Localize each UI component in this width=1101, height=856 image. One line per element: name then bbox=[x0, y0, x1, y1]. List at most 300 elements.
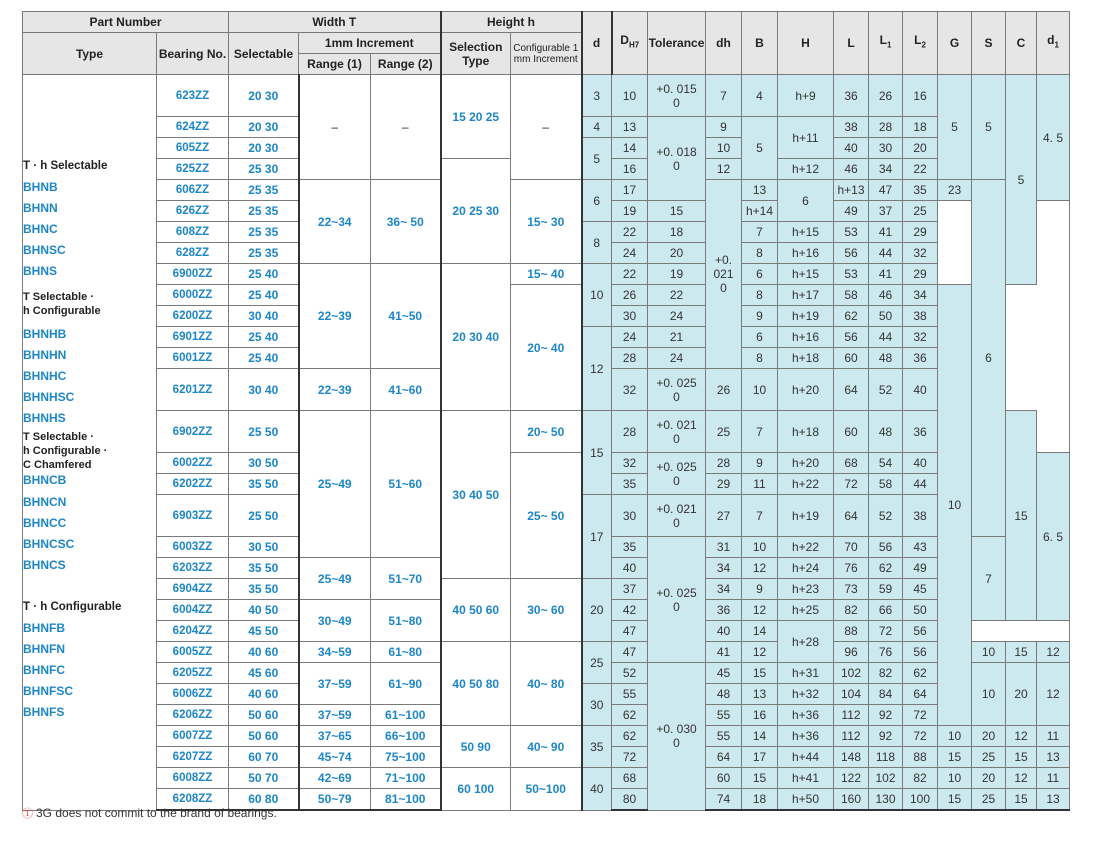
dim-g: 10 bbox=[938, 726, 972, 747]
dim-D: 62 bbox=[612, 726, 648, 747]
header-configurable: Configurable 1 mm Increment bbox=[511, 33, 582, 75]
dim-d1: 11 bbox=[1037, 726, 1070, 747]
dim-l2: 22 bbox=[903, 159, 938, 180]
dim-dh: 27 bbox=[706, 495, 742, 537]
dim-l: 160 bbox=[834, 789, 869, 811]
height-selection-type: 30 40 50 bbox=[441, 411, 511, 579]
dim-d: 17 bbox=[582, 495, 612, 579]
header-h: H bbox=[778, 12, 834, 75]
dim-b: 7 bbox=[742, 222, 778, 243]
dim-b: 4 bbox=[742, 75, 778, 117]
bearing-no: 6004ZZ bbox=[157, 600, 229, 621]
dim-D: 55 bbox=[612, 684, 648, 705]
type-bhnc: BHNC bbox=[23, 222, 58, 236]
dim-c: 10 bbox=[938, 285, 972, 726]
dim-dh: 29 bbox=[706, 474, 742, 495]
width-selectable: 50 60 bbox=[229, 726, 299, 747]
bearing-no: 625ZZ bbox=[157, 159, 229, 180]
dim-D: 62 bbox=[612, 705, 648, 726]
dim-l1: 118 bbox=[869, 747, 903, 768]
dim-l1: 84 bbox=[869, 684, 903, 705]
header-d1: $d_1$ bbox=[1037, 12, 1070, 75]
dim-l2: 50 bbox=[903, 600, 938, 621]
header-part-number: Part Number bbox=[23, 12, 229, 33]
width-range-1: 30~49 bbox=[299, 600, 371, 642]
type-bhns: BHNS bbox=[23, 264, 58, 278]
dim-h: h+31 bbox=[778, 663, 834, 684]
footnote bbox=[22, 805, 277, 821]
header-dh7: $D_{H7}$ bbox=[612, 12, 648, 75]
width-selectable: 45 60 bbox=[229, 663, 299, 684]
bearing-no: 6208ZZ bbox=[157, 789, 229, 811]
type-bhncs: BHNCS bbox=[23, 558, 66, 572]
dim-dh: 31 bbox=[706, 537, 742, 558]
type-bhnfsc: BHNFSC bbox=[23, 684, 73, 698]
bearing-no: 6002ZZ bbox=[157, 453, 229, 474]
dim-l: 148 bbox=[834, 747, 869, 768]
dim-l: 68 bbox=[834, 453, 869, 474]
spec-table-wrapper bbox=[22, 11, 1070, 811]
width-selectable: 60 70 bbox=[229, 747, 299, 768]
dim-l2: 29 bbox=[903, 222, 938, 243]
height-configurable: 40~ 90 bbox=[511, 726, 582, 768]
dim-D: 28 bbox=[612, 411, 648, 453]
width-range-1: 22~39 bbox=[299, 369, 371, 411]
dim-b: 9 bbox=[742, 579, 778, 600]
dim-D: 30 bbox=[612, 306, 648, 327]
dim-b: 12 bbox=[742, 600, 778, 621]
dim-dh: 48 bbox=[706, 684, 742, 705]
dim-l1: 59 bbox=[869, 579, 903, 600]
dim-h: h+50 bbox=[778, 789, 834, 811]
type-bhnsc: BHNSC bbox=[23, 243, 66, 257]
bearing-no: 6006ZZ bbox=[157, 684, 229, 705]
dim-l2: 100 bbox=[903, 789, 938, 811]
type-group-t-h-selectable: T · h Selectable bbox=[23, 160, 108, 172]
dim-tolerance: +0. 021 0 bbox=[648, 495, 706, 537]
dim-D: 47 bbox=[612, 642, 648, 663]
header-range-2: Range (2) bbox=[371, 54, 441, 75]
dim-h: h+17 bbox=[778, 285, 834, 306]
width-range-1: 25~49 bbox=[299, 558, 371, 600]
width-range-1: 37~59 bbox=[299, 705, 371, 726]
dim-l2: 56 bbox=[903, 621, 938, 642]
dim-l1: 82 bbox=[869, 663, 903, 684]
type-bhnfn: BHNFN bbox=[23, 642, 65, 656]
dim-D: 52 bbox=[612, 663, 648, 684]
dim-b: 7 bbox=[742, 411, 778, 453]
type-column bbox=[23, 75, 157, 811]
bearing-no: 6003ZZ bbox=[157, 537, 229, 558]
dim-d1: 13 bbox=[1037, 747, 1070, 768]
bearing-no: 628ZZ bbox=[157, 243, 229, 264]
dim-D: 26 bbox=[612, 285, 648, 306]
dim-l: 58 bbox=[834, 285, 869, 306]
width-selectable: 25 40 bbox=[229, 264, 299, 285]
bearing-no: 6005ZZ bbox=[157, 642, 229, 663]
dim-b: 9 bbox=[742, 453, 778, 474]
dim-g: 7 bbox=[972, 537, 1006, 621]
type-bhnn: BHNN bbox=[23, 201, 58, 215]
dim-l: 56 bbox=[834, 243, 869, 264]
dim-s: 15 bbox=[1006, 411, 1037, 621]
dim-l2: 82 bbox=[903, 768, 938, 789]
height-configurable: 50~100 bbox=[511, 768, 582, 811]
dim-b: 18 bbox=[742, 789, 778, 811]
dim-h: h+12 bbox=[778, 159, 834, 180]
dim-l1: 72 bbox=[869, 621, 903, 642]
dim-l: 76 bbox=[834, 558, 869, 579]
dim-b: 15 bbox=[742, 768, 778, 789]
bearing-no: 624ZZ bbox=[157, 117, 229, 138]
dim-dh: 34 bbox=[706, 579, 742, 600]
dim-l2: 20 bbox=[903, 138, 938, 159]
dim-l2: 29 bbox=[903, 264, 938, 285]
width-selectable: 20 30 bbox=[229, 75, 299, 117]
dim-s: 20 bbox=[1006, 663, 1037, 726]
dim-dh: 15 bbox=[648, 201, 706, 222]
dim-l1: 50 bbox=[869, 306, 903, 327]
dim-l1: 35 bbox=[903, 180, 938, 201]
dim-h: h+36 bbox=[778, 726, 834, 747]
dim-s: 25 bbox=[972, 789, 1006, 811]
header-l1: $L_1$ bbox=[869, 12, 903, 75]
dim-l1: 48 bbox=[869, 348, 903, 369]
dim-l: 122 bbox=[834, 768, 869, 789]
dim-b: 15 bbox=[742, 663, 778, 684]
dim-dh: 19 bbox=[648, 264, 706, 285]
dim-c: 12 bbox=[1037, 642, 1070, 663]
type-bhncsc: BHNCSC bbox=[23, 537, 75, 551]
dim-h: h+19 bbox=[778, 495, 834, 537]
bearing-no: 6901ZZ bbox=[157, 327, 229, 348]
dim-dh: 28 bbox=[706, 453, 742, 474]
width-range-2: 36~ 50 bbox=[371, 180, 441, 264]
dim-h: h+19 bbox=[778, 306, 834, 327]
dim-dh: 25 bbox=[706, 411, 742, 453]
type-group-t-h-configurable: T · h Configurable bbox=[23, 601, 122, 613]
width-selectable: 50 70 bbox=[229, 768, 299, 789]
dim-l1: 52 bbox=[869, 369, 903, 411]
width-selectable: 60 80 bbox=[229, 789, 299, 811]
dim-c: 12 bbox=[1037, 663, 1070, 726]
dim-d: 25 bbox=[582, 642, 612, 684]
dim-l2: 72 bbox=[903, 705, 938, 726]
dim-l1: 37 bbox=[869, 201, 903, 222]
bearing-no: 6902ZZ bbox=[157, 411, 229, 453]
header-d: d bbox=[582, 12, 612, 75]
dim-dh: 36 bbox=[706, 600, 742, 621]
dim-b: 11 bbox=[742, 474, 778, 495]
dim-h: h+18 bbox=[778, 348, 834, 369]
dim-d: 30 bbox=[582, 684, 612, 726]
dim-dh: 40 bbox=[706, 621, 742, 642]
height-configurable: 20~ 50 bbox=[511, 411, 582, 453]
dim-tolerance: +0. 025 0 bbox=[648, 369, 706, 411]
width-range-1: 34~59 bbox=[299, 642, 371, 663]
dim-l2: 44 bbox=[903, 474, 938, 495]
width-range-2: 51~80 bbox=[371, 600, 441, 642]
type-group-t-sel-h-conf-1: T Selectable · bbox=[23, 291, 94, 303]
type-bhnfs: BHNFS bbox=[23, 705, 65, 719]
dim-s: 20 bbox=[972, 726, 1006, 747]
header-bearing-no: Bearing No. bbox=[157, 33, 229, 75]
header-l: L bbox=[834, 12, 869, 75]
dim-l: 62 bbox=[834, 306, 869, 327]
dim-D: 13 bbox=[612, 117, 648, 138]
dim-l1: 48 bbox=[869, 411, 903, 453]
dim-l2: 34 bbox=[903, 285, 938, 306]
width-selectable: 20 30 bbox=[229, 138, 299, 159]
height-selection-type: 20 30 40 bbox=[441, 264, 511, 411]
dim-l1: 44 bbox=[869, 243, 903, 264]
dim-l1: 54 bbox=[869, 453, 903, 474]
dim-c: 15 bbox=[1006, 789, 1037, 811]
type-bhnfb: BHNFB bbox=[23, 621, 65, 635]
type-group-t-c-1: T Selectable · bbox=[23, 431, 94, 443]
dim-d1: 6. 5 bbox=[1037, 453, 1070, 621]
width-selectable: 25 40 bbox=[229, 348, 299, 369]
width-selectable: 30 40 bbox=[229, 369, 299, 411]
dim-tolerance: +0. 025 0 bbox=[648, 453, 706, 495]
dim-b: 16 bbox=[742, 705, 778, 726]
width-range-2: 61~80 bbox=[371, 642, 441, 663]
dim-dh: 12 bbox=[706, 159, 742, 180]
footnote-text: 3G does not commit to the brand of bearings. bbox=[36, 806, 277, 820]
dim-D: 35 bbox=[612, 537, 648, 558]
width-range-1: 42~69 bbox=[299, 768, 371, 789]
width-range-1: 50~79 bbox=[299, 789, 371, 811]
dim-s: 5 bbox=[972, 75, 1006, 180]
dim-h: h+14 bbox=[742, 201, 778, 222]
dim-l: 112 bbox=[834, 726, 869, 747]
dim-l: 82 bbox=[834, 600, 869, 621]
dim-dh: 55 bbox=[706, 726, 742, 747]
dim-b: 12 bbox=[742, 642, 778, 663]
dim-l: 96 bbox=[834, 642, 869, 663]
width-selectable: 25 40 bbox=[229, 327, 299, 348]
header-selectable: Selectable bbox=[229, 33, 299, 75]
header-l2: $L_2$ bbox=[903, 12, 938, 75]
width-selectable: 25 35 bbox=[229, 180, 299, 201]
dim-l: 64 bbox=[834, 369, 869, 411]
dim-l1: 76 bbox=[869, 642, 903, 663]
dim-l2: 38 bbox=[903, 306, 938, 327]
dim-l: 73 bbox=[834, 579, 869, 600]
header-s: S bbox=[972, 12, 1006, 75]
dim-l2: 45 bbox=[903, 579, 938, 600]
bearing-no: 6904ZZ bbox=[157, 579, 229, 600]
dim-s: 20 bbox=[972, 768, 1006, 789]
dim-dh: 24 bbox=[648, 348, 706, 369]
dim-D: 30 bbox=[612, 495, 648, 537]
dim-dh: 45 bbox=[706, 663, 742, 684]
dim-h: h+22 bbox=[778, 474, 834, 495]
height-selection-type: 60 100 bbox=[441, 768, 511, 811]
dim-h: h+41 bbox=[778, 768, 834, 789]
bearing-no: 606ZZ bbox=[157, 180, 229, 201]
dim-h: h+20 bbox=[778, 369, 834, 411]
width-selectable: 35 50 bbox=[229, 558, 299, 579]
width-range-2: 75~100 bbox=[371, 747, 441, 768]
type-bhnhs: BHNHS bbox=[23, 411, 66, 425]
dim-l2: 88 bbox=[903, 747, 938, 768]
dim-l1: 130 bbox=[869, 789, 903, 811]
dim-D: 68 bbox=[612, 768, 648, 789]
bearing-no: 6903ZZ bbox=[157, 495, 229, 537]
dim-D: 37 bbox=[612, 579, 648, 600]
type-bhnfc: BHNFC bbox=[23, 663, 65, 677]
dim-D: 17 bbox=[612, 180, 648, 201]
width-selectable: 25 50 bbox=[229, 495, 299, 537]
bearing-no: 6200ZZ bbox=[157, 306, 229, 327]
height-configurable: 15~ 30 bbox=[511, 180, 582, 264]
bearing-no: 6204ZZ bbox=[157, 621, 229, 642]
bearing-no: 6203ZZ bbox=[157, 558, 229, 579]
dim-l2: 62 bbox=[903, 663, 938, 684]
width-selectable: 30 50 bbox=[229, 453, 299, 474]
dim-c: 12 bbox=[1006, 726, 1037, 747]
dim-tolerance: +0. 018 0 bbox=[648, 117, 706, 201]
dim-l2: 43 bbox=[903, 537, 938, 558]
bearing-no: 6202ZZ bbox=[157, 474, 229, 495]
dim-l: 53 bbox=[834, 222, 869, 243]
dim-l1: 56 bbox=[869, 537, 903, 558]
header-dh: dh bbox=[706, 12, 742, 75]
dim-b: 8 bbox=[742, 285, 778, 306]
dim-l2: 36 bbox=[903, 411, 938, 453]
dim-l1: 30 bbox=[869, 138, 903, 159]
dim-b: 17 bbox=[742, 747, 778, 768]
dim-d: 12 bbox=[582, 327, 612, 411]
height-configurable: 20~ 40 bbox=[511, 285, 582, 411]
dim-D: 22 bbox=[612, 222, 648, 243]
width-selectable: 40 60 bbox=[229, 684, 299, 705]
dim-D: 47 bbox=[612, 621, 648, 642]
header-c: C bbox=[1006, 12, 1037, 75]
dim-g: 10 bbox=[938, 768, 972, 789]
dim-l2: 32 bbox=[903, 243, 938, 264]
dim-b: 10 bbox=[742, 537, 778, 558]
header-height-h: Height h bbox=[441, 12, 582, 33]
type-bhnhsc: BHNHSC bbox=[23, 390, 75, 404]
header-type: Type bbox=[23, 33, 157, 75]
width-range-1: 45~74 bbox=[299, 747, 371, 768]
dim-h: h+32 bbox=[778, 684, 834, 705]
dim-l2: 49 bbox=[903, 558, 938, 579]
dim-l: 53 bbox=[834, 264, 869, 285]
width-range-2: 61~90 bbox=[371, 663, 441, 705]
dim-h: h+13 bbox=[834, 180, 869, 201]
dim-l: 104 bbox=[834, 684, 869, 705]
dim-s: 15 bbox=[1006, 642, 1037, 663]
dim-dh: 24 bbox=[648, 306, 706, 327]
dim-l1: 28 bbox=[869, 117, 903, 138]
type-group-t-sel-h-conf-2: h Configurable bbox=[23, 305, 101, 317]
dim-l2: 36 bbox=[903, 348, 938, 369]
type-group-t-c-2: h Configurable · bbox=[23, 445, 108, 457]
dim-d: 3 bbox=[582, 75, 612, 117]
dim-l1: 66 bbox=[869, 600, 903, 621]
width-range-1: 37~65 bbox=[299, 726, 371, 747]
dim-tolerance: +0. 030 0 bbox=[648, 663, 706, 811]
header-width-t: Width T bbox=[229, 12, 441, 33]
dim-d: 8 bbox=[582, 222, 612, 264]
dim-h: h+16 bbox=[778, 327, 834, 348]
dim-g: 5 bbox=[938, 75, 972, 180]
dim-l2: 23 bbox=[938, 180, 972, 201]
dim-D: 32 bbox=[612, 369, 648, 411]
dim-D: 72 bbox=[612, 747, 648, 768]
height-configurable: 30~ 60 bbox=[511, 579, 582, 642]
header-selection-type: Selection Type bbox=[441, 33, 511, 75]
dim-h: h+16 bbox=[778, 243, 834, 264]
dim-dh: 64 bbox=[706, 747, 742, 768]
bearing-no: 6001ZZ bbox=[157, 348, 229, 369]
dim-h: h+15 bbox=[778, 264, 834, 285]
dim-l1: 62 bbox=[869, 558, 903, 579]
dim-l1: 26 bbox=[869, 75, 903, 117]
dim-dh: 60 bbox=[706, 768, 742, 789]
dim-dh: 26 bbox=[706, 369, 742, 411]
width-range-2: 66~100 bbox=[371, 726, 441, 747]
dim-l2: 64 bbox=[903, 684, 938, 705]
type-bhncn: BHNCN bbox=[23, 495, 67, 509]
dim-l1: 34 bbox=[869, 159, 903, 180]
dim-b: 9 bbox=[742, 306, 778, 327]
bearing-no: 623ZZ bbox=[157, 75, 229, 117]
dim-h: h+23 bbox=[778, 579, 834, 600]
dim-D: 28 bbox=[612, 348, 648, 369]
width-selectable: 35 50 bbox=[229, 579, 299, 600]
dim-D: 40 bbox=[612, 558, 648, 579]
width-selectable: 25 35 bbox=[229, 222, 299, 243]
dim-dh: 18 bbox=[648, 222, 706, 243]
dim-d: 20 bbox=[582, 579, 612, 642]
bearing-no: 605ZZ bbox=[157, 138, 229, 159]
dim-tolerance: +0. 025 0 bbox=[648, 537, 706, 663]
dim-d: 35 bbox=[582, 726, 612, 768]
dim-b: 5 bbox=[742, 117, 778, 180]
dim-l: 112 bbox=[834, 705, 869, 726]
width-range-2: 51~70 bbox=[371, 558, 441, 600]
width-range-2: 41~50 bbox=[371, 264, 441, 369]
dim-l2: 25 bbox=[903, 201, 938, 222]
bearing-no: 6008ZZ bbox=[157, 768, 229, 789]
dim-h: h+20 bbox=[778, 453, 834, 474]
bearing-no: 6201ZZ bbox=[157, 369, 229, 411]
type-bhncc: BHNCC bbox=[23, 516, 67, 530]
dim-dh: 22 bbox=[648, 285, 706, 306]
width-selectable: 45 50 bbox=[229, 621, 299, 642]
dim-D: 10 bbox=[612, 75, 648, 117]
dim-l1: 92 bbox=[869, 705, 903, 726]
bearing-no: 6205ZZ bbox=[157, 663, 229, 684]
dim-d: 6 bbox=[582, 180, 612, 222]
type-bhnhb: BHNHB bbox=[23, 327, 67, 341]
header-tolerance: Tolerance bbox=[648, 12, 706, 75]
dim-D: 24 bbox=[612, 327, 648, 348]
dim-h: h+24 bbox=[778, 558, 834, 579]
dim-dh: 20 bbox=[648, 243, 706, 264]
dim-d1: 13 bbox=[1037, 789, 1070, 811]
width-selectable: 25 35 bbox=[229, 201, 299, 222]
dim-D: 22 bbox=[612, 264, 648, 285]
dim-l1: 41 bbox=[869, 222, 903, 243]
dim-l: 60 bbox=[834, 411, 869, 453]
dim-l: 40 bbox=[834, 138, 869, 159]
header-mm-increment: 1mm Increment bbox=[299, 33, 441, 54]
